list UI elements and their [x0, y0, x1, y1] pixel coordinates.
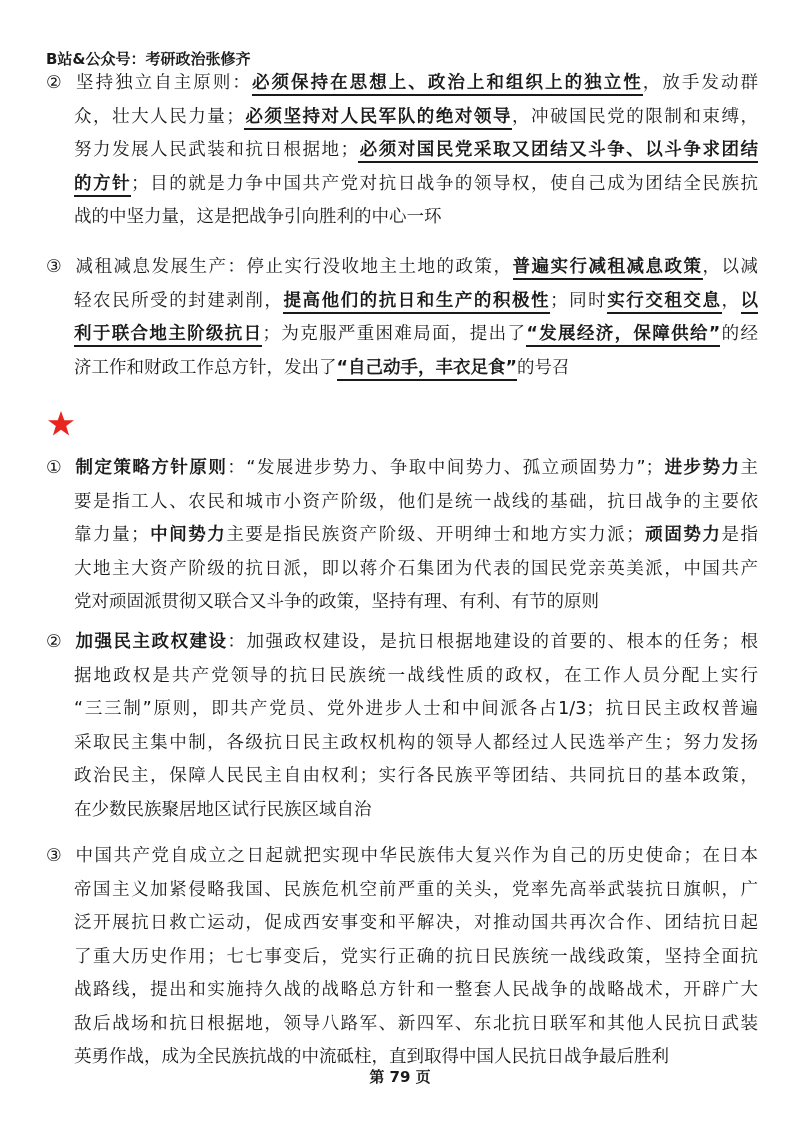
text-line: 泛开展抗日救亡运动，促成西安事变和平解决，对推动国共再次合作、团结抗日起: [74, 913, 758, 933]
text-line: 要是指工人、农民和城市小资产阶级，他们是统一战线的基础，抗日战争的主要依: [74, 491, 758, 512]
text-run: 减租减息发展生产：停止实行没收地主土地的政策，: [74, 257, 513, 277]
key-point: 提高他们的抗日和生产的积极性: [283, 291, 550, 314]
text-line: 帝国主义加紧侵略我国、民族危机空前严重的关头，党率先高举武装抗日旗帜，广: [74, 879, 758, 900]
policy-item-history: [46, 840, 758, 1075]
strategy-item-independence: [46, 67, 758, 235]
key-point: 的方针: [74, 174, 131, 197]
key-point: 必须对国民党采取又团结又斗争、以斗争求团结: [358, 140, 758, 163]
text-run: 轻农民所受的封建剥削，: [74, 290, 284, 311]
text-run: 的经: [720, 324, 758, 344]
text-line: [46, 452, 758, 486]
text-line: “三三制”原则，即共产党员、党外进步人士和中间派各占1/3；抗日民主政权普遍: [74, 699, 758, 719]
text-run: ，: [721, 290, 741, 311]
text-line: 大地主大资产阶级的抗日派，即以蒋介石集团为代表的国民党亲英美派，中国共产: [74, 558, 758, 579]
key-point: 普遍实行减租减息政策: [513, 257, 703, 280]
star-shape: [48, 411, 74, 436]
key-term: 顽固势力: [643, 525, 722, 545]
text-line: [46, 626, 758, 660]
key-point: 以: [741, 291, 758, 314]
text-run: ，冲破国民党的限制和束缚，: [512, 106, 758, 127]
text-run: 靠力量；: [74, 525, 149, 545]
text-line: 了重大历史作用；七七事变后，党实行正确的抗日民族统一战线政策，坚持全面抗: [74, 946, 758, 967]
text-line: [46, 168, 758, 202]
key-point: 必须坚持对人民军队的绝对领导: [244, 107, 512, 130]
text-line: [46, 840, 758, 874]
item-number: ②: [46, 632, 62, 652]
text-run: 众，壮大人民力量；: [74, 106, 244, 127]
text-line: [46, 519, 758, 553]
policy-item-strategy: [46, 452, 758, 620]
key-point: 实行交租交息: [607, 291, 721, 314]
text-run: ：“发展进步势力、争取中间势力、孤立顽固势力”；: [227, 458, 664, 478]
text-line: [46, 352, 758, 386]
text-run: 中国共产党自成立之日起就把实现中华民族伟大复兴作为自己的历史使命；在日本: [74, 846, 758, 866]
text-run: ；目的就是力争中国共产党对抗日战争的领导权，使自己成为团结全民族抗: [131, 173, 758, 194]
text-run: ；为克服严重困难局面，提出了: [262, 324, 527, 344]
text-line: 敌后战场和抗日根据地，领导八路军、新四军、东北抗日联军和其他人民抗日武装: [74, 1013, 758, 1034]
text-line: [46, 101, 758, 135]
text-line: 战的中坚力量，这是把战争引向胜利的中心一环: [74, 207, 442, 227]
text-run: ，以减: [702, 257, 758, 277]
text-line: [46, 67, 758, 101]
key-term: 制定策略方针原则: [74, 458, 228, 478]
strategy-item-rent-reduction: [46, 251, 758, 385]
key-term: 中间势力: [148, 525, 227, 545]
text-run: ：加强政权建设，是抗日根据地建设的首要的、根本的任务；根: [227, 632, 758, 652]
text-line: 在少数民族聚居地区试行民族区域自治: [74, 799, 372, 820]
text-line: [46, 251, 758, 285]
item-number: ①: [46, 458, 62, 478]
key-point: 利于联合地主阶级抗日: [74, 324, 262, 347]
policy-item-democracy: [46, 626, 758, 827]
key-point: “发展经济，保障供给”: [526, 324, 720, 347]
text-line: [46, 285, 758, 319]
text-run: 济工作和财政工作总方针，发出了: [74, 357, 337, 378]
text-line: 据地政权是共产党领导的抗日民族统一战线性质的政权，在工作人员分配上实行: [74, 665, 758, 686]
source-header: B站&公众号：考研政治张修齐: [46, 50, 251, 68]
text-line: 采取民主集中制，各级抗日民主政权机构的领导人都经过人民选举产生；努力发扬: [74, 732, 758, 753]
text-line: 英勇作战，成为全民族抗战的中流砥柱，直到取得中国人民抗日战争最后胜利: [74, 1047, 669, 1067]
key-point: “自己动手，丰衣足食”: [337, 358, 518, 381]
key-point: 必须保持在思想上、政治上和组织上的独立性: [252, 73, 643, 96]
text-run: 的号召: [517, 357, 570, 378]
key-term: 加强民主政权建设: [74, 632, 228, 652]
text-run: 是指: [721, 525, 758, 545]
text-line: 党对顽固派贯彻又联合又斗争的政策，坚持有理、有利、有节的原则: [74, 592, 599, 612]
text-line: [46, 134, 758, 168]
text-run: 努力发展人民武装和抗日根据地；: [74, 140, 359, 160]
text-run: 坚持独立自主原则：: [74, 73, 252, 93]
text-line: [46, 318, 758, 352]
text-run: 主要是指民族资产阶级、开明绅士和地方实力派；: [226, 525, 644, 545]
page-number: 第 79 页: [369, 1068, 431, 1086]
item-number: ②: [46, 73, 62, 93]
star-icon: [47, 410, 75, 438]
text-run: 主: [740, 458, 758, 478]
key-term: 进步势力: [663, 458, 741, 478]
text-run: ；同时: [550, 290, 608, 311]
item-number: ③: [46, 846, 62, 866]
text-line: 政治民主，保障人民民主自由权利；实行各民族平等团结、共同抗日的基本政策，: [74, 766, 758, 786]
text-line: 战路线，提出和实施持久战的战略总方针和一整套人民战争的战略战术，开辟广大: [74, 980, 758, 1000]
item-number: ③: [46, 257, 62, 277]
text-run: ，放手发动群: [642, 73, 758, 93]
